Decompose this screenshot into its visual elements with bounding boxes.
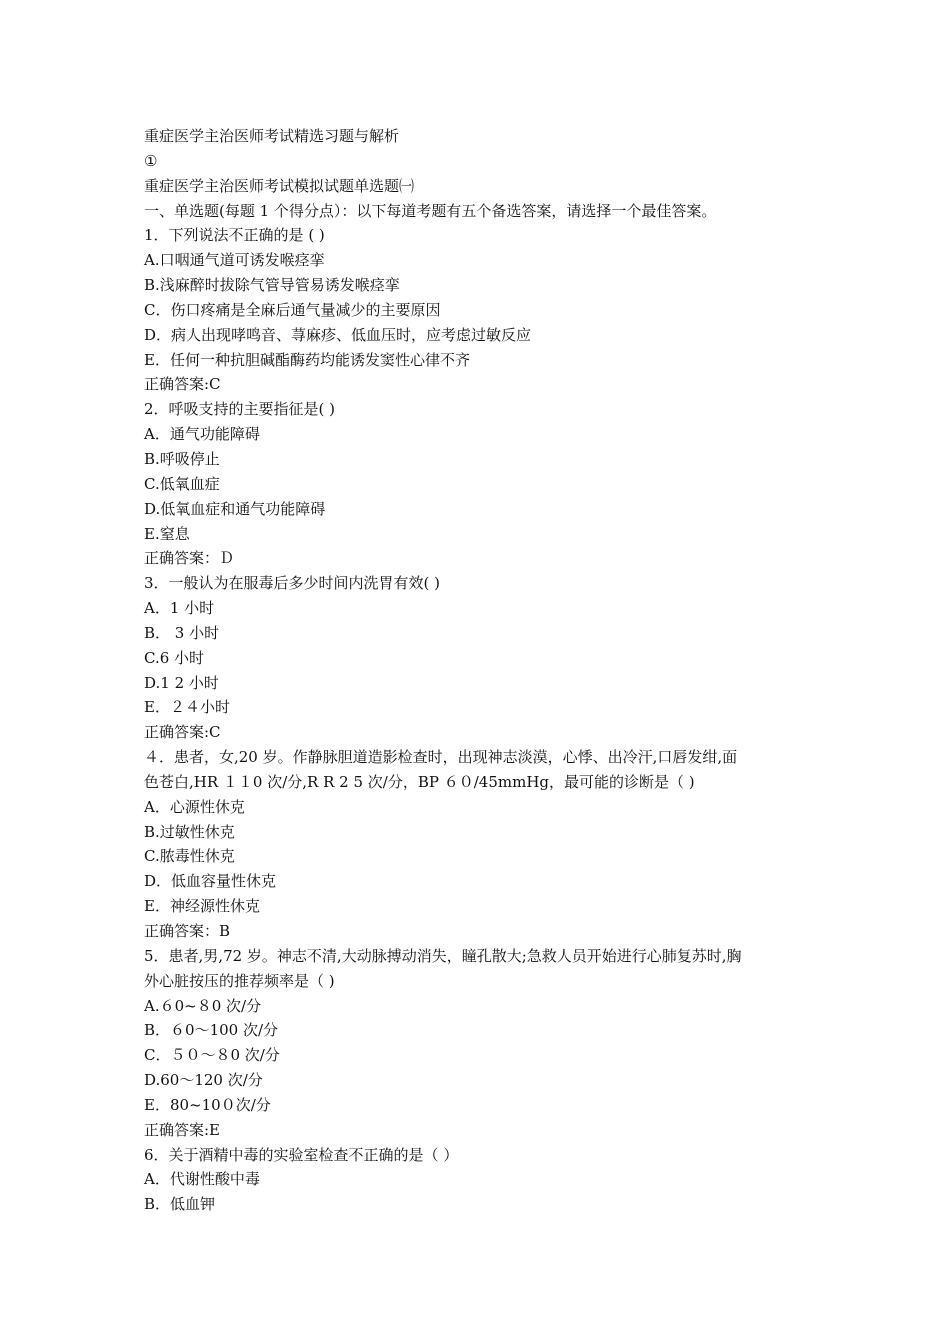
text-line: B．低血钾 <box>144 1195 216 1214</box>
text-line: D．低血容量性休克 <box>144 872 277 891</box>
text-line: D.低氧血症和通气功能障碍 <box>144 499 326 518</box>
text-line: A.口咽通气道可诱发喉痉挛 <box>144 251 325 270</box>
text-line: C.6 小时 <box>144 648 205 667</box>
text-line: A.６0~８0 次/分 <box>144 996 262 1015</box>
text-line: 重症医学主治医师考试模拟试题单选题㈠ <box>144 176 415 195</box>
text-line: E.窒息 <box>144 524 190 543</box>
text-line: 正确答案:E <box>144 1120 221 1139</box>
document-title: 重症医学主治医师考试精选习题与解析 <box>144 127 400 145</box>
text-line: 6．关于酒精中毒的实验室检查不正确的是（ ） <box>144 1145 459 1164</box>
text-line: C.低氧血症 <box>144 474 220 493</box>
text-line: 一、单选题(每题 1 个得分点）：以下每道考题有五个备选答案，请选择一个最佳答案。 <box>144 201 717 220</box>
text-line: B.过敏性休克 <box>144 822 235 841</box>
text-line: 3．一般认为在服毒后多少时间内洗胃有效( ) <box>144 574 441 593</box>
text-line: 外心脏按压的推荐频率是（ ) <box>144 971 335 990</box>
text-line: D．病人出现哮鸣音、荨麻疹、低血压时，应考虑过敏反应 <box>144 325 532 344</box>
text-line: ① <box>144 151 158 170</box>
text-line: D.60～120 次/分 <box>144 1071 263 1090</box>
text-line: 正确答案：B <box>144 922 231 940</box>
text-line: C．５０～８0 次/分 <box>144 1046 280 1065</box>
text-line: 色苍白,HR １１0 次/分,R R 2 5 次/分，BP ６０/45mmHg，最可能的诊断是（ ) <box>144 772 695 791</box>
text-line: A．1 小时 <box>144 599 215 618</box>
text-line: 5．患者,男,72 岁。神志不清,大动脉搏动消失，瞳孔散大;急救人员开始进行心肺复苏时,胸 <box>144 946 742 965</box>
text-line: A．代谢性酸中毒 <box>144 1170 260 1189</box>
text-line: ４．患者，女,20 岁。作静脉胆道造影检查时，出现神志淡漠，心悸、出冷汗,口唇发绀,面 <box>144 748 738 767</box>
document-body <box>144 124 824 1217</box>
text-line: E．任何一种抗胆碱酯酶药均能诱发窦性心律不齐 <box>144 350 470 369</box>
text-line: 正确答案：Ｄ <box>144 549 235 568</box>
text-line: D.1 2 小时 <box>144 673 219 692</box>
text-line: E．80~10０次/分 <box>144 1095 271 1114</box>
text-line: E．２４小时 <box>144 698 230 717</box>
text-line: B.浅麻醉时拔除气管导管易诱发喉痉挛 <box>144 276 400 295</box>
text-line: E．神经源性休克 <box>144 897 260 916</box>
text-line: A．心源性休克 <box>144 797 245 816</box>
text-line: C．伤口疼痛是全麻后通气量减少的主要原因 <box>144 300 441 319</box>
text-line: C.脓毒性休克 <box>144 847 235 866</box>
text-line: B.呼吸停止 <box>144 449 220 468</box>
text-line: 正确答案:C <box>144 723 221 742</box>
text-line: 正确答案:C <box>144 375 221 394</box>
text-line: A．通气功能障碍 <box>144 425 260 444</box>
text-line: B． 3 小时 <box>144 623 220 642</box>
text-line: 2．呼吸支持的主要指征是( ) <box>144 400 336 419</box>
text-line: 1．下列说法不正确的是 ( ) <box>144 226 325 245</box>
text-line: B．６0～100 次/分 <box>144 1021 279 1040</box>
